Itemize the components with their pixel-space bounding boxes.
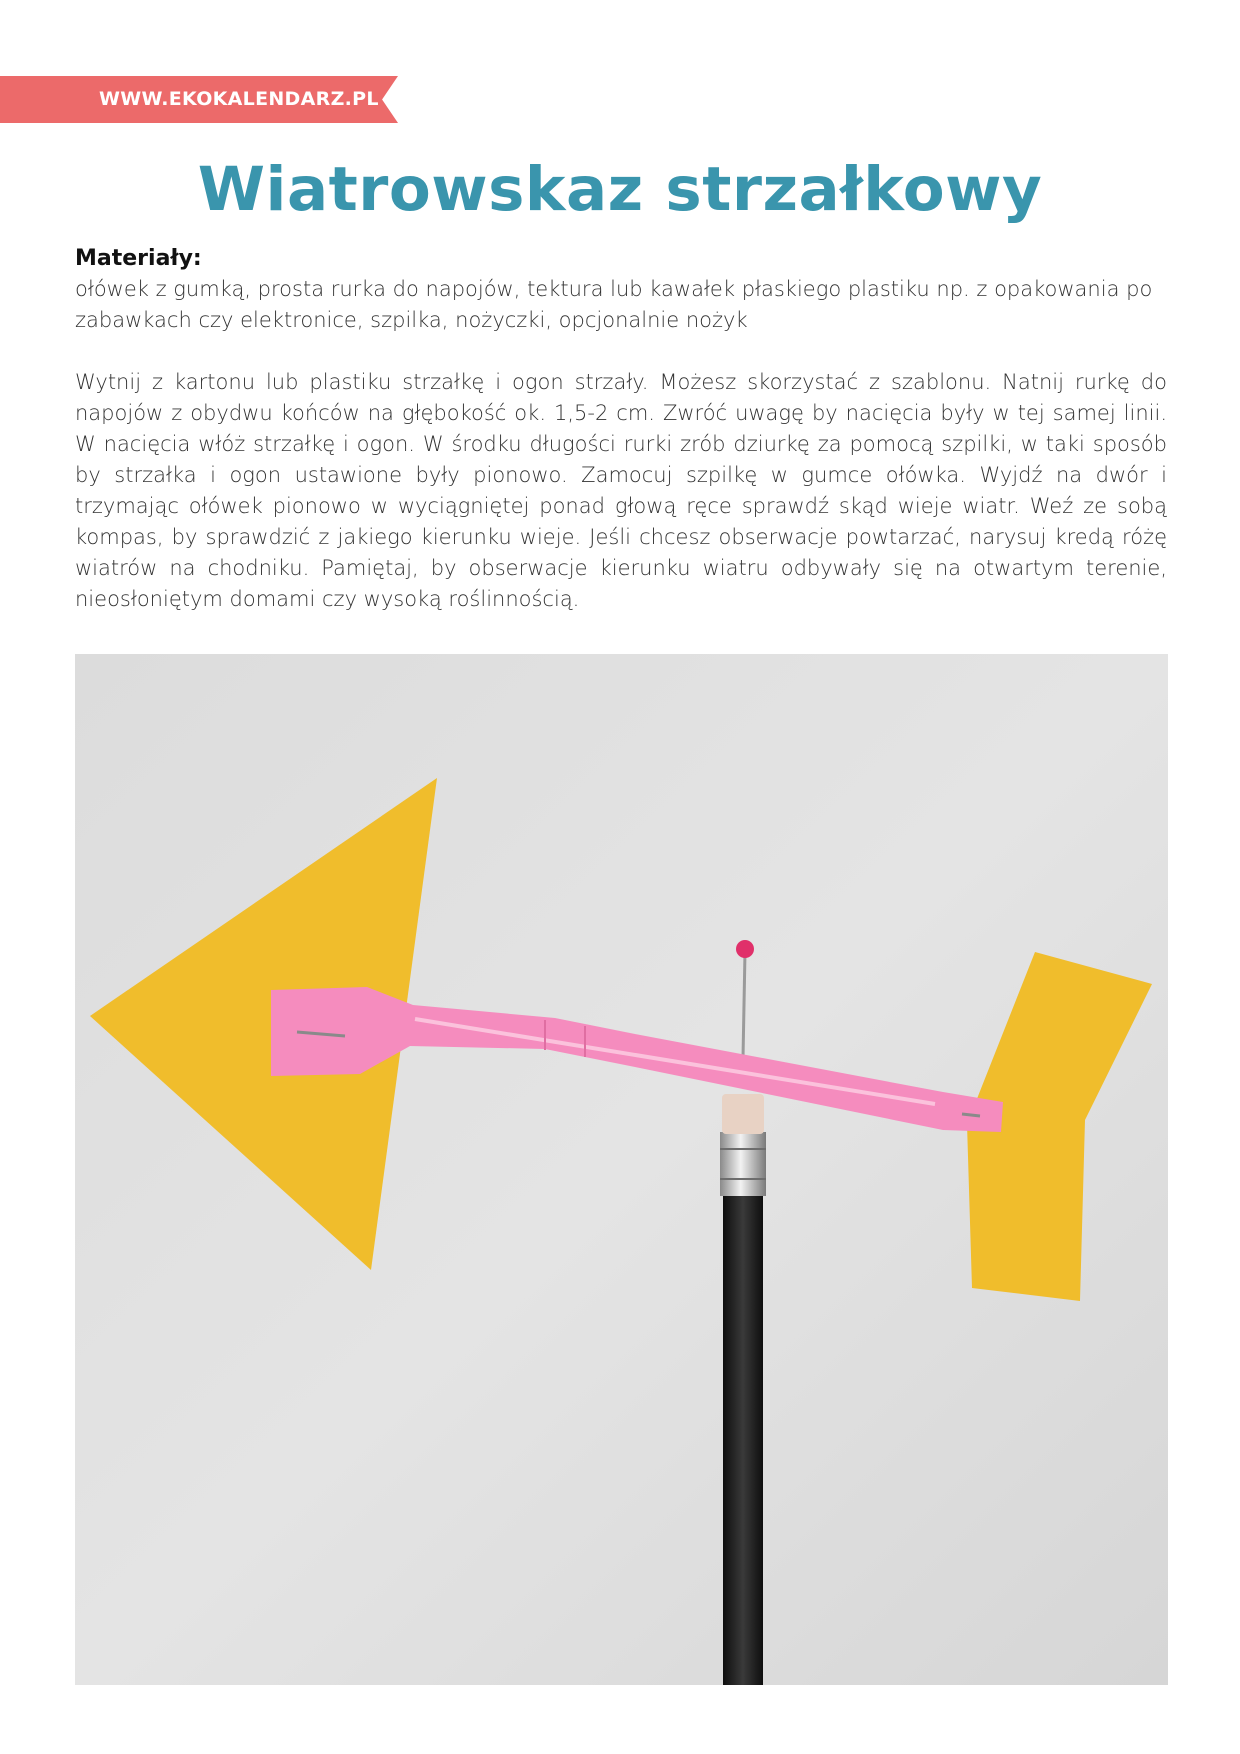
instructions-text: Wytnij z kartonu lub plastiku strzałkę i ogon strzały. Możesz skorzystać z szablonu. Natnij rurkę do napojów z obydwu końców na głębokość ok. 1,5-2 cm. Zwróć uwagę by nacięcia były w tej samej linii. W nacięcia włóż strzałkę i ogon. W środku długości rurki zrób dziurkę za pomocą szpilki, w taki sposób by strzałka i ogon ustawione były pionowo. Zamocuj szpilkę w gumce ołówka. Wyjdź na dwór i trzymając ołówek pionowo w wyciągniętej ponad głową ręce sprawdź skąd wieje wiatr. Weź ze sobą kompas, by sprawdzić z jakiego kierunku wieje. Jeśli chcesz obserwacje powtarzać, narysuj kredą różę wiatrów na chodniku. Pamiętaj, by obserwacje kierunku wiatru odbywały się na otwartym terenie, nieosłoniętym domami czy wysoką roślinnością.: [75, 370, 1167, 611]
materials-text: ołówek z gumką, prosta rurka do napojów, tektura lub kawałek płaskiego plastiku np. z opakowania po zabawkach czy elektronice, szpilka, nożyczki, opcjonalnie nożyk: [75, 277, 1153, 332]
materials-heading: Materiały:: [75, 246, 202, 271]
wind-vane-illustration: [75, 654, 1168, 1685]
pencil-eraser: [722, 1094, 764, 1134]
page-title: Wiatrowskaz strzałkowy: [197, 154, 1043, 225]
article-body: [75, 244, 1167, 615]
pin-head: [736, 940, 754, 958]
website-label[interactable]: WWW.EKOKALENDARZ.PL: [99, 88, 379, 110]
staple-tail: [962, 1114, 980, 1116]
pencil-ferrule: [720, 1132, 766, 1196]
pencil-body: [723, 1194, 763, 1685]
pin-shaft: [743, 952, 745, 1058]
wind-vane-photo: [75, 654, 1168, 1685]
